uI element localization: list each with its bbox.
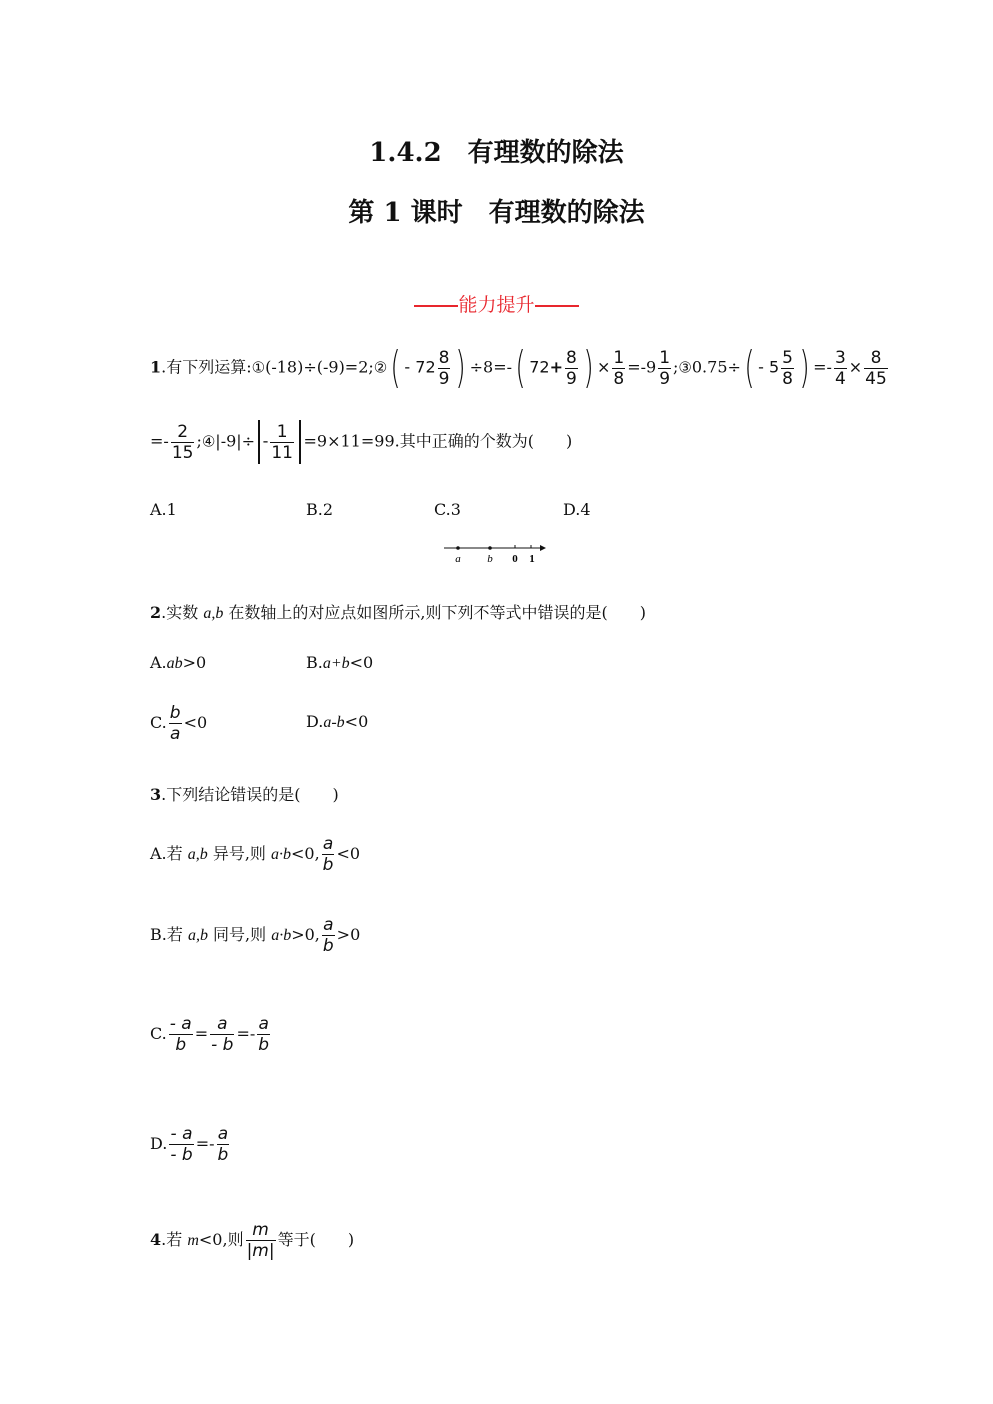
q1-expr2c: =-9: [627, 357, 657, 377]
lesson-subtitle: 第 1 课时 有理数的除法: [348, 198, 645, 228]
q2-stem: [150, 602, 646, 625]
paren-right: ): [455, 342, 467, 393]
q3c-frac-3: $\frac{a}{b}$: [258, 1014, 270, 1055]
q4-frac-m-absm: $\frac{m}{|m|}$: [246, 1220, 275, 1261]
q1-expr1: (-18)÷(-9)=2;: [265, 357, 374, 377]
q3d-frac-1: $\frac{- a}{- b}$: [170, 1124, 193, 1165]
q3c-frac-1: $\frac{- a}{b}$: [169, 1014, 192, 1055]
q2-option-c: C. $\frac{b}{a}$ <0: [150, 703, 208, 744]
section-rule-left: [414, 305, 458, 307]
paren-left: (: [744, 342, 755, 393]
number-line-arrow: [540, 545, 546, 551]
label-b: b: [487, 553, 493, 565]
q1-frac-3-4: $\frac{3}{4}$: [834, 347, 846, 389]
label-a: a: [455, 553, 461, 565]
q1-mixed1-whole: - 72: [404, 357, 436, 377]
number-line-figure: [440, 538, 550, 568]
q1-circle-1: ①: [251, 358, 266, 377]
point-a: [456, 546, 460, 550]
section-label: 能力提升: [458, 294, 535, 316]
q1-option-c: C.3: [434, 500, 461, 519]
q1-times-2: ×: [848, 357, 863, 377]
q2-frac-b-a: $\frac{b}{a}$: [169, 703, 181, 744]
q3-number: 3: [150, 785, 162, 804]
q1-option-d: D.4: [563, 500, 591, 519]
q4-number: 4: [150, 1230, 162, 1249]
q3-option-d: D. $\frac{- a}{- b}$ =- $\frac{a}{b}$: [150, 1124, 229, 1165]
paren-left: (: [390, 342, 401, 393]
q3-option-a: A.若 a,b 异号,则 a·b<0, $\frac{a}{b}$ <0: [150, 834, 361, 875]
q1-circle-4: ④: [201, 432, 216, 451]
q2-option-a: A.ab>0: [150, 653, 207, 672]
q1-eq-minus: =-: [813, 357, 832, 377]
q1-number: 1: [150, 357, 162, 377]
q3-option-c: C. $\frac{- a}{b}$ = $\frac{a}{- b}$ =- $\frac{a}{b}$: [150, 1014, 270, 1055]
q1-semicolon-2: ;: [196, 431, 202, 451]
q2-text2: 在数轴上的对应点如图所示,则下列不等式中错误的是( ): [223, 603, 646, 622]
q3b-frac-a-b: $\frac{a}{b}$: [322, 915, 334, 956]
q1-frac-5-8: $\frac{5}{8}$: [782, 347, 793, 389]
q4-stem: 4.若 m<0,则 $\frac{m}{|m|}$ 等于( ): [150, 1220, 355, 1261]
q3-text: .下列结论错误的是( ): [161, 785, 339, 804]
q1-frac-8-9-b: $\frac{8}{9}$: [565, 347, 577, 389]
q1-expr4a: |-9|÷: [215, 431, 256, 451]
q3d-frac-2: $\frac{a}{b}$: [217, 1124, 229, 1165]
q1-plus: +: [549, 357, 563, 377]
q3c-frac-2: $\frac{a}{- b}$: [211, 1014, 234, 1055]
paren-right: ): [799, 342, 810, 393]
q1-frac-1-9: $\frac{1}{9}$: [659, 347, 671, 389]
point-b: [488, 546, 492, 550]
abs-bar-right: [299, 420, 301, 464]
paren-left: (: [515, 342, 526, 393]
q1-expr3a: 0.75÷: [691, 357, 741, 377]
q1-expr3b: =-: [150, 431, 169, 451]
paren-right: ): [583, 342, 594, 393]
q1-option-a: A.1: [150, 500, 177, 519]
q1-line1: [150, 342, 890, 393]
abs-bar-left: [258, 420, 260, 464]
q1-frac-2-15: $\frac{2}{15}$: [171, 421, 194, 463]
q1-frac-8-9-a: $\frac{8}{9}$: [438, 347, 450, 389]
q2-option-b: B.a+b<0: [306, 653, 374, 672]
q1-circle-2: ②: [373, 358, 388, 377]
q1-option-b: B.2: [306, 500, 334, 519]
q1-mixed2-whole: - 5: [758, 357, 780, 377]
q1-frac-8-45: $\frac{8}{45}$: [865, 347, 887, 389]
q1-expr2a: ÷8=-: [469, 357, 513, 377]
q3a-frac-a-b: $\frac{a}{b}$: [322, 834, 334, 875]
label-0: 0: [512, 553, 518, 565]
q1-frac-1-11: $\frac{1}{11}$: [271, 421, 293, 463]
q2-text1: .实数: [161, 603, 204, 622]
q3-stem: [150, 784, 339, 806]
q2-option-d: D.a-b<0: [306, 712, 369, 731]
q1-expr4b: =9×11=99.其中正确的个数为( ): [303, 431, 573, 451]
q1-circle-3: ③: [678, 358, 692, 377]
q3-option-b: B.若 a,b 同号,则 a·b>0, $\frac{a}{b}$ >0: [150, 915, 361, 956]
q1-semicolon: ;: [673, 357, 679, 377]
q1-times: ×: [596, 357, 611, 377]
section-rule-right: [535, 305, 579, 307]
q2-vars: a,b: [203, 605, 224, 622]
q1-minus: -: [262, 431, 269, 451]
q1-prefix: .有下列运算:: [161, 357, 252, 377]
q2-number: 2: [150, 603, 162, 622]
q1-frac-1-8: $\frac{1}{8}$: [613, 347, 625, 389]
section-heading: [0, 290, 993, 317]
q1-expr2b: 72: [529, 357, 550, 377]
lesson-title: 1.4.2 有理数的除法: [369, 138, 624, 168]
label-1: 1: [529, 553, 535, 565]
q1-line2: [150, 420, 572, 464]
